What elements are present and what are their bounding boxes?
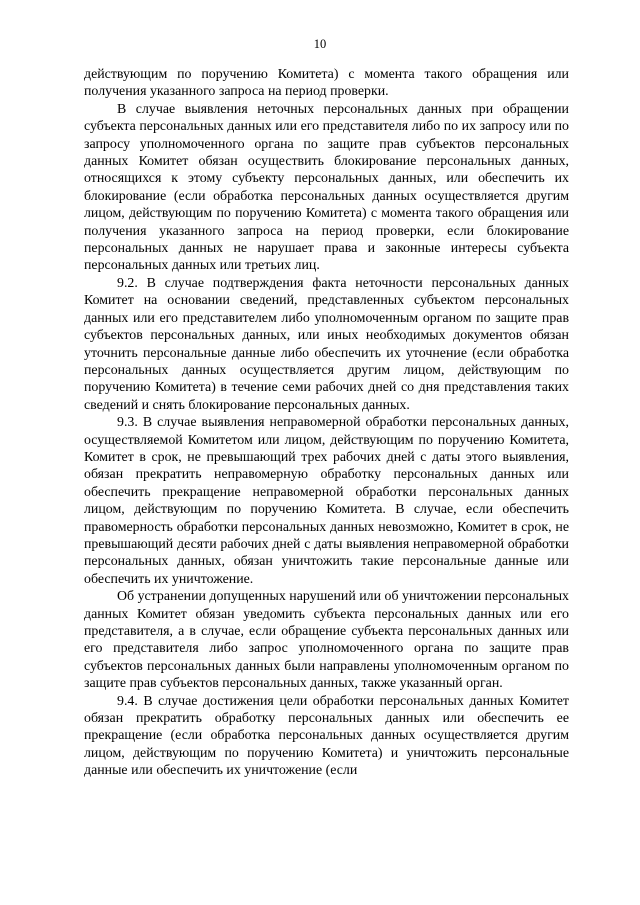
document-body xyxy=(84,66,569,780)
paragraph-9-4: 9.4. В случае достижения цели обработки персональных данных Комитет обязан прекратить обработку персональных данных или обеспечить ее прекращение (если обработка персональных данных осуществляется другим лицом, действующим по поручению Комитета) и уничтожить персональные данные или обеспечить их уничтожение (если xyxy=(84,693,569,779)
paragraph-inaccurate-data-blocking: В случае выявления неточных персональных данных при обращении субъекта персональных данных или его представителя либо по их запросу или по запросу уполномоченного органа по защите прав субъектов персональных данных Комитет обязан осуществить блокирование персональных данных, относящихся к этому субъекту персональных данных, или обеспечить их блокирование (если обработка персональных данных осуществляется другим лицом, действующим по поручению Комитета) с момента такого обращения или получения указанного запроса на период проверки, если блокирование персональных данных не нарушает права и законные интересы субъекта персональных данных или третьих лиц. xyxy=(84,101,569,274)
paragraph-9-3: 9.3. В случае выявления неправомерной обработки персональных данных, осуществляемой Комитетом или лицом, действующим по поручению Комитета, Комитет в срок, не превышающий трех рабочих дней с даты этого выявления, обязан прекратить неправомерную обработку персональных данных или обеспечить прекращение неправомерной обработки персональных данных лицом, действующим по поручению Комитета. В случае, если обеспечить правомерность обработки персональных данных невозможно, Комитет в срок, не превышающий десяти рабочих дней с даты выявления неправомерной обработки персональных данных, обязан уничтожить такие персональные данные или обеспечить их уничтожение. xyxy=(84,415,569,587)
paragraph-notification: Об устранении допущенных нарушений или об уничтожении персональных данных Комитет обязан уведомить субъекта персональных данных или его представителя, а в случае, если обращение субъекта персональных данных или его представителя либо запрос уполномоченного органа по защите прав субъектов персональных данных были направлены уполномоченным органом по защите прав субъектов персональных данных, также указанный орган. xyxy=(84,589,569,692)
page-number: 10 xyxy=(313,37,327,51)
paragraph-continuation: действующим по поручению Комитета) с момента такого обращения или получения указанного запроса на период проверки. xyxy=(84,67,569,100)
paragraph-9-2: 9.2. В случае подтверждения факта неточности персональных данных Комитет на основании сведений, представленных субъектом персональных данных или его представителем либо уполномоченным органом по защите прав субъектов персональных данных, или иных необходимых документов обязан уточнить персональные данные либо обеспечить их уточнение (если обработка персональных данных осуществляется другим лицом, действующим по поручению Комитета) в течение семи рабочих дней со дня представления таких сведений и снять блокирование персональных данных. xyxy=(84,275,569,413)
